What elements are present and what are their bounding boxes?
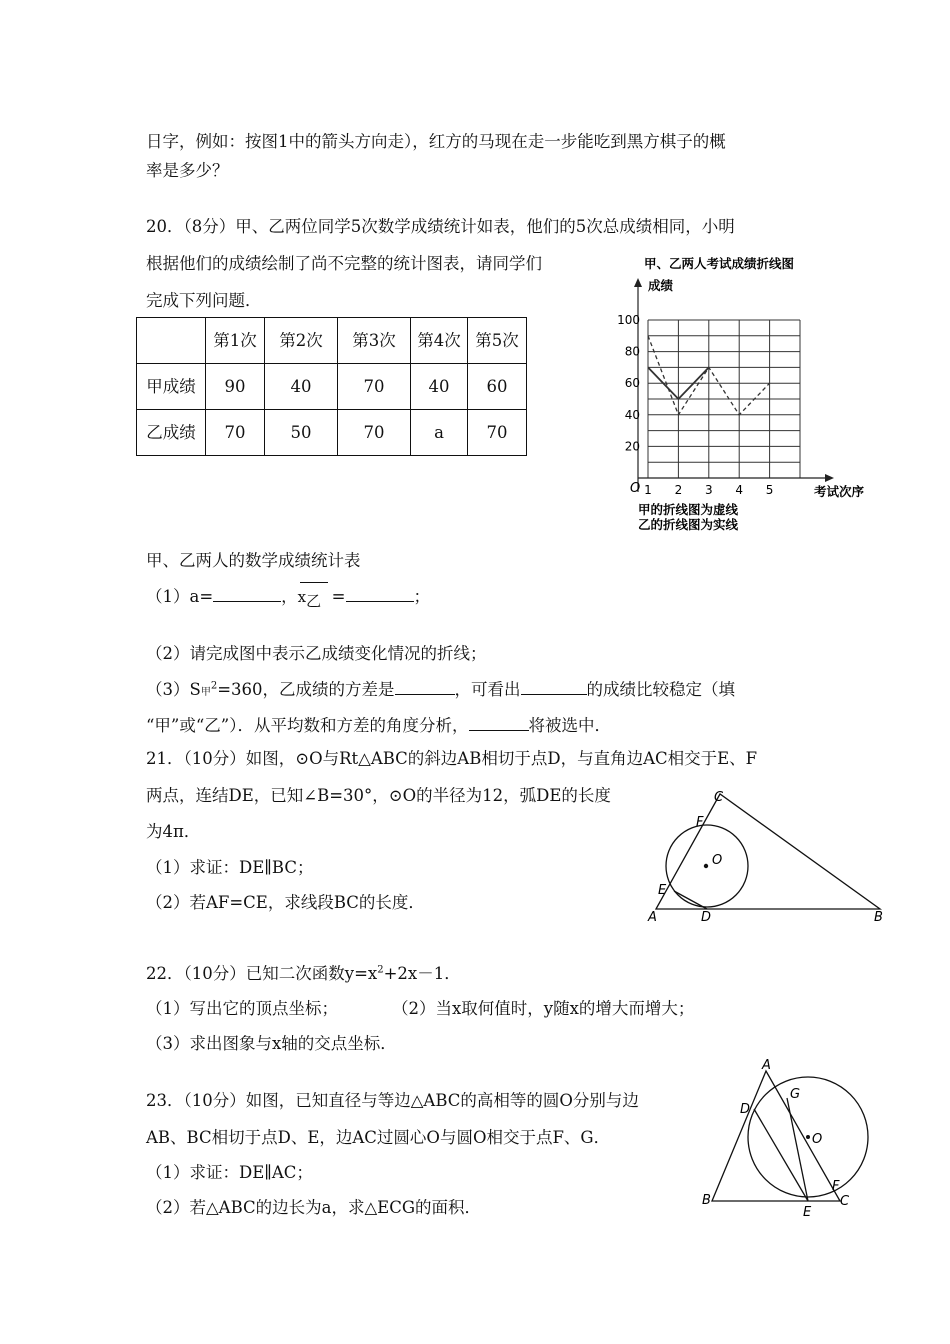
overline [300, 582, 328, 583]
score-line-chart [610, 250, 890, 535]
table-cell: 60 [468, 364, 527, 410]
label-a: A [762, 1058, 771, 1073]
x-symbol: x [297, 588, 307, 606]
q23-part-2: （2）若△ABC的边长为a，求△ECG的面积． [146, 1198, 482, 1217]
y-tick-label: 20 [624, 439, 640, 454]
y-axis-arrow [634, 278, 642, 287]
x-bar-symbol [297, 586, 332, 610]
x-tick-label: 1 [644, 483, 652, 497]
q20-line-3: 完成下列问题． [146, 291, 262, 310]
x-axis-arrow [825, 474, 834, 482]
table-cell: 70 [206, 410, 265, 456]
table-row [137, 410, 527, 456]
table-header-cell: 第4次 [411, 318, 468, 364]
table-cell: 40 [411, 364, 468, 410]
table-cell: 50 [265, 410, 338, 456]
table-header-cell: 第1次 [206, 318, 265, 364]
variance-superscript: 2 [210, 680, 218, 692]
segment-de [754, 1109, 808, 1201]
part-3-text: ，可看出 [454, 680, 521, 699]
label-d: D [701, 910, 712, 925]
q21-figure [640, 785, 890, 925]
table-header-cell: 第2次 [265, 318, 338, 364]
table-header-row [137, 318, 527, 364]
table-row [137, 364, 527, 410]
label-o: O [712, 853, 723, 868]
q23-figure [690, 1055, 890, 1225]
answer-blank [395, 680, 455, 695]
q23-part-1: （1）求证：DE∥AC； [146, 1163, 313, 1182]
q23-line-1: 23．（10分）如图，已知直径与等边△ABC的高相等的圆O分别与边 [146, 1091, 639, 1110]
variance-subscript: 甲 [200, 687, 211, 698]
x-subscript: 乙 [306, 592, 322, 610]
q22-line-1 [146, 960, 461, 984]
y-tick-label: 40 [624, 407, 640, 422]
table-cell: 70 [338, 364, 411, 410]
q20-part-3 [146, 676, 735, 700]
part-3-label: （3）S [146, 680, 201, 699]
x-tick-label: 4 [735, 483, 744, 497]
table-row-label: 乙成绩 [137, 410, 206, 456]
center-o-dot [704, 864, 708, 868]
equals-sign: = [331, 587, 346, 606]
label-e: E [803, 1205, 812, 1220]
label-d: D [740, 1102, 751, 1117]
answer-blank [521, 680, 587, 695]
q22-part-2: （2）当x取何值时，y随x的增大而增大； [392, 999, 695, 1018]
chart-x-label: 考试次序 [814, 484, 865, 499]
segment-eg [787, 1098, 808, 1201]
part-3-text: 将被选中． [528, 716, 611, 735]
answer-blank [469, 716, 529, 731]
part-3-text: 的成绩比较稳定（填 [586, 680, 736, 699]
y-tick-label: 60 [624, 376, 640, 391]
q20-part-3-line-2 [146, 712, 611, 736]
chart-legend-b: 乙的折线图为实线 [638, 517, 739, 532]
chart-grid [648, 320, 800, 478]
table-header-cell: 第5次 [468, 318, 527, 364]
q21-line-2: 两点，连结DE，已知∠B=30°，⊙O的半径为12，弧DE的长度 [146, 786, 611, 805]
q20-line-1: 20．（8分）甲、乙两位同学5次数学成绩统计如表，他们的5次总成绩相同，小明 [146, 217, 735, 236]
q22-text: 22．（10分）已知二次函数y=x [146, 964, 378, 983]
y-tick-label: 80 [624, 344, 640, 359]
segment-de [674, 891, 707, 909]
y-tick-label: 100 [617, 313, 640, 327]
label-e: E [658, 883, 667, 898]
q19-line-1: 日字，例如：按图1中的箭头方向走），红方的马现在走一步能吃到黑方棋子的概 [146, 132, 726, 151]
q23-line-2: AB、BC相切于点D、E，边AC过圆心O与圆O相交于点F、G． [146, 1128, 611, 1147]
center-o-dot [806, 1135, 810, 1139]
label-b: B [874, 910, 883, 925]
triangle-abc [656, 794, 880, 909]
chart-title: 甲、乙两人考试成绩折线图 [644, 256, 795, 271]
label-b: B [702, 1193, 711, 1208]
label-a: A [648, 910, 657, 925]
label-f: F [696, 815, 704, 830]
x-tick-label: 5 [765, 483, 774, 497]
table-row-label: 甲成绩 [137, 364, 206, 410]
table-corner-cell [137, 318, 206, 364]
label-c: C [840, 1194, 850, 1209]
label-g: G [790, 1087, 801, 1102]
table-cell: 70 [468, 410, 527, 456]
semicolon: ； [413, 587, 430, 606]
answer-blank [346, 587, 414, 602]
q22-part-3: （3）求出图象与x轴的交点坐标． [146, 1034, 397, 1053]
part-1-a-label: （1）a= [146, 587, 214, 606]
label-f: F [832, 1179, 840, 1194]
part-3-text: “甲”或“乙”）．从平均数和方差的角度分析， [146, 716, 469, 735]
part-3-text: =360，乙成绩的方差是 [217, 680, 395, 699]
x-tick-label: 3 [704, 483, 713, 497]
q21-part-2: （2）若AF=CE，求线段BC的长度． [146, 893, 425, 912]
q19-line-2: 率是多少？ [146, 161, 229, 180]
q20-part-2: （2）请完成图中表示乙成绩变化情况的折线； [146, 644, 487, 663]
table-cell: 70 [338, 410, 411, 456]
table-cell: a [411, 410, 468, 456]
q22-text: +2x－1． [383, 964, 461, 983]
chart-origin: O [630, 481, 641, 496]
q21-line-3: 为4π． [146, 822, 201, 841]
label-c: C [714, 790, 724, 805]
table-cell: 40 [265, 364, 338, 410]
q20-line-2: 根据他们的成绩绘制了尚不完整的统计图表，请同学们 [146, 254, 542, 273]
q21-part-1: （1）求证：DE∥BC； [146, 858, 314, 877]
q21-line-1: 21．（10分）如图，⊙O与Rt△ABC的斜边AB相切于点D，与直角边AC相交于E、F [146, 749, 758, 768]
score-table [136, 317, 527, 456]
chart-legend-a: 甲的折线图为虚线 [638, 502, 739, 517]
table-cell: 90 [206, 364, 265, 410]
q22-superscript: 2 [377, 964, 384, 976]
q22-part-1: （1）写出它的顶点坐标； [146, 999, 338, 1018]
q20-part-1: （1）a= ， x乙 = ； [146, 583, 430, 607]
chart-y-label: 成绩 [648, 278, 674, 293]
label-o: O [812, 1132, 823, 1147]
table-caption: 甲、乙两人的数学成绩统计表 [146, 551, 361, 570]
answer-blank [213, 587, 281, 602]
table-header-cell: 第3次 [338, 318, 411, 364]
x-tick-label: 2 [674, 483, 683, 497]
